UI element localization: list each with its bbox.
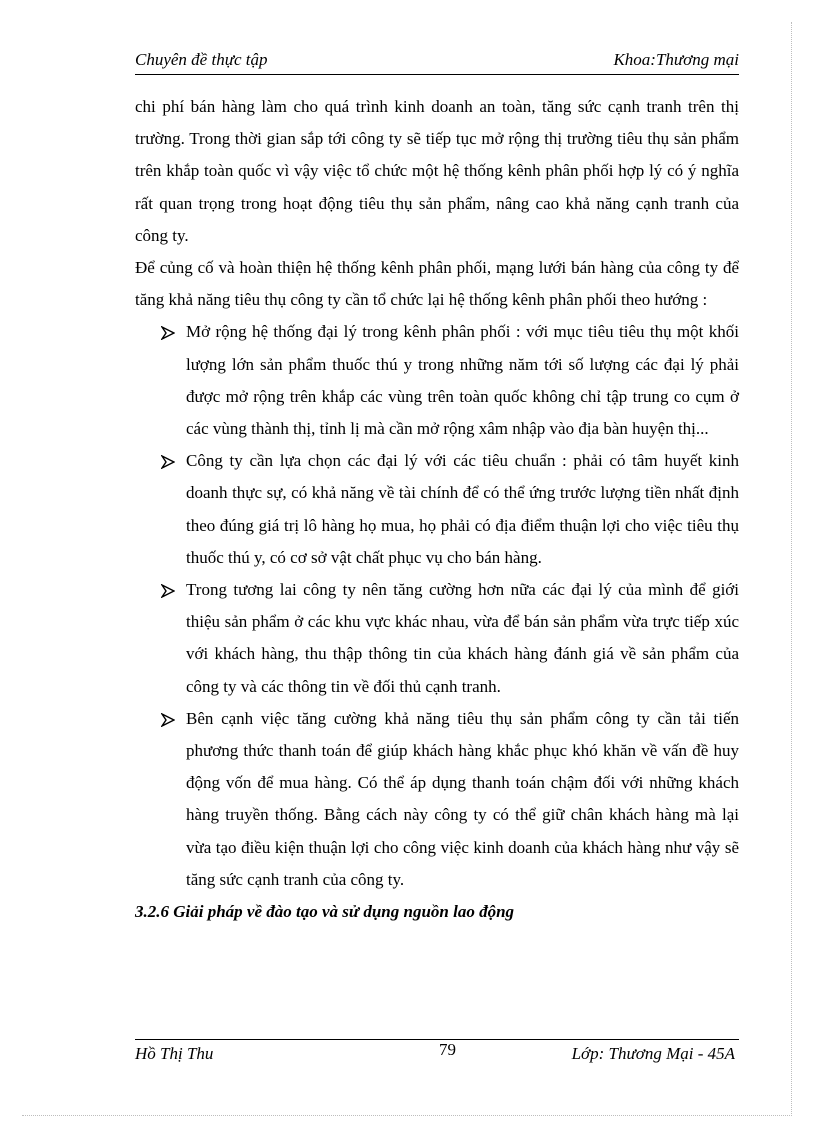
bullet-text: Mở rộng hệ thống đại lý trong kênh phân phối : với mục tiêu tiêu thụ một khối lượng lớn sản phẩm thuốc thú y trong những năm tới số lượng các đại lý phải được mở rộng trên khắp các vùng trên toàn quốc không chỉ tập trung co cụm ở các vùng thành thị, tỉnh lị mà cần mở rộng xâm nhập vào địa bàn huyện thị... <box>186 322 739 439</box>
section-heading: 3.2.6 Giải pháp về đào tạo và sử dụng nguồn lao động <box>135 902 515 922</box>
list-item <box>135 703 739 896</box>
bullet-list <box>135 316 739 896</box>
list-item <box>135 316 739 445</box>
bullet-text: Công ty cần lựa chọn các đại lý với các tiêu chuẩn : phải có tâm huyết kinh doanh thực sự, có khả năng về tài chính để có thể ứng trước lượng tiền nhất định theo đúng giá trị lô hàng họ mua, họ phải có địa điểm thuận lợi cho việc tiêu thụ thuốc thú y, có cơ sở vật chất phục vụ cho bán hàng. <box>186 451 739 567</box>
header-faculty: Khoa:Thương mại <box>613 50 739 69</box>
list-item <box>135 574 739 703</box>
page-header <box>135 48 739 75</box>
intro-paragraph: chi phí bán hàng làm cho quá trình kinh doanh an toàn, tăng sức cạnh tranh trên thị trường. Trong thời gian sắp tới công ty sẽ tiếp tục mở rộng thị trường tiêu thụ sản phẩm trên khắp toàn quốc vì vậy việc tổ chức một hệ thống kênh phân phối hợp lý có ý nghĩa rất quan trọng trong hoạt động tiêu thụ sản phẩm, nâng cao khả năng cạnh tranh của công ty. <box>135 97 739 245</box>
lead-paragraph: Để củng cố và hoàn thiện hệ thống kênh phân phối, mạng lưới bán hàng của công ty để tăng khả năng tiêu thụ công ty cần tổ chức lại hệ thống kênh phân phối theo hướng : <box>135 258 739 310</box>
page-number: 79 <box>439 1040 456 1059</box>
list-item <box>135 445 739 574</box>
bullet-text: Bên cạnh việc tăng cường khả năng tiêu thụ sản phẩm công ty cần tải tiến phương thức thanh toán để giúp khách hàng khắc phục khó khăn về vấn đề huy động vốn để mua hàng. Có thể áp dụng thanh toán chậm đối với những khách hàng truyền thống. Bằng cách này công ty có thể giữ chân khách hàng mà lại vừa tạo điều kiện thuận lợi cho công việc kinh doanh của khách hàng như vậy sẽ tăng sức cạnh tranh của công ty. <box>186 708 739 889</box>
footer-class: Lớp: Thương Mại - 45A <box>571 1044 735 1063</box>
document-body <box>135 91 739 928</box>
bullet-text: Trong tương lai công ty nên tăng cường hơn nữa các đại lý của mình để giới thiệu sản phẩm ở các khu vực khác nhau, vừa để bán sản phẩm vừa trực tiếp xúc với khách hàng, thu thập thông tin của khách hàng đánh giá về sản phẩm của công ty và các thông tin về đối thủ cạnh tranh. <box>186 580 739 696</box>
footer-author: Hồ Thị Thu <box>135 1044 214 1063</box>
header-document-type: Chuyên đề thực tập <box>135 50 268 69</box>
page-footer <box>135 1039 739 1070</box>
